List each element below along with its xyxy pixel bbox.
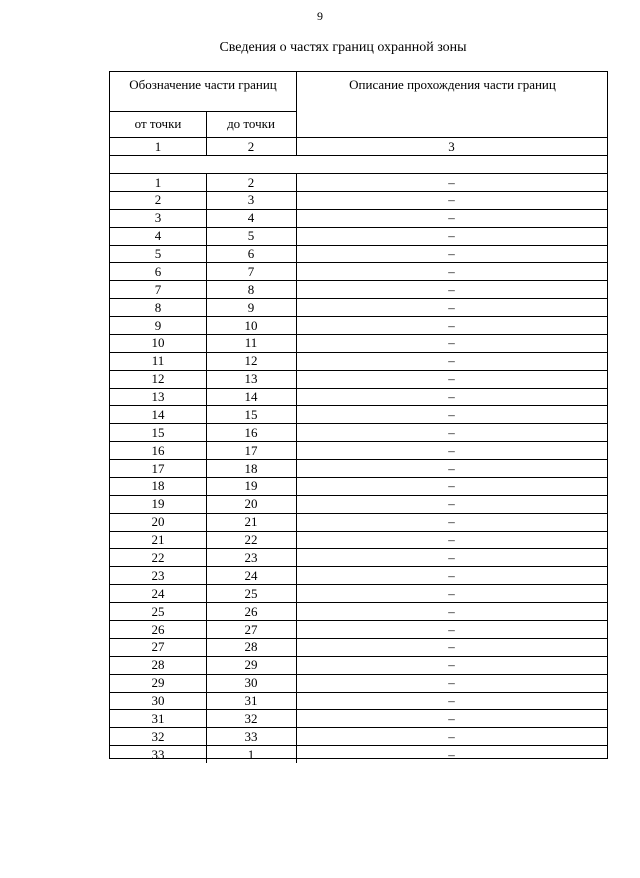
row-description: – — [448, 496, 455, 512]
row-from-point: 23 — [151, 567, 165, 583]
row-from-point: 6 — [154, 263, 162, 279]
row-description: – — [448, 371, 455, 387]
row-description: – — [448, 335, 455, 351]
row-to-point: 11 — [244, 335, 258, 351]
header-col-divider-main — [296, 72, 297, 137]
row-from-point: 11 — [151, 353, 165, 369]
row-to-point: 14 — [244, 389, 258, 405]
row-to-point: 1 — [247, 746, 255, 762]
row-to-point: 16 — [244, 424, 258, 440]
row-from-point: 28 — [151, 657, 165, 673]
row-description: – — [448, 549, 455, 565]
row-description: – — [448, 424, 455, 440]
row-to-point: 7 — [247, 263, 255, 279]
row-from-point: 15 — [151, 424, 165, 440]
row-from-point: 10 — [151, 335, 165, 351]
row-to-point: 24 — [244, 567, 258, 583]
boundary-table — [109, 71, 608, 762]
row-description: – — [448, 532, 455, 548]
row-to-point: 33 — [244, 728, 258, 744]
header-divider — [110, 111, 296, 112]
row-to-point: 22 — [244, 532, 258, 548]
row-to-point: 31 — [244, 693, 258, 709]
row-to-point: 9 — [247, 299, 255, 315]
row-description: – — [448, 389, 455, 405]
column-number-divider-1 — [206, 137, 207, 155]
row-description: – — [448, 263, 455, 279]
row-from-point: 19 — [151, 496, 165, 512]
page-title: Сведения о частях границ охранной зоны — [219, 40, 467, 55]
row-from-point: 9 — [154, 317, 162, 333]
header-description: Описание прохождения части границ — [349, 77, 556, 92]
row-description: – — [448, 299, 455, 315]
row-from-point: 13 — [151, 389, 165, 405]
row-to-point: 15 — [244, 406, 258, 422]
row-description: – — [448, 585, 455, 601]
row-description: – — [448, 281, 455, 297]
header-from-point: от точки — [134, 116, 182, 131]
row-from-point: 2 — [154, 192, 162, 208]
row-to-point: 25 — [244, 585, 258, 601]
column-number-3: 3 — [448, 138, 455, 154]
row-description: – — [448, 710, 455, 726]
row-from-point: 16 — [151, 442, 165, 458]
row-to-point: 23 — [244, 549, 258, 565]
row-to-point: 19 — [244, 478, 258, 494]
row-to-point: 5 — [247, 228, 255, 244]
row-description: – — [448, 228, 455, 244]
row-to-point: 20 — [244, 496, 258, 512]
row-to-point: 26 — [244, 603, 258, 619]
row-description: – — [448, 693, 455, 709]
row-description: – — [448, 639, 455, 655]
row-to-point: 27 — [244, 621, 258, 637]
row-description: – — [448, 478, 455, 494]
row-from-point: 29 — [151, 675, 165, 691]
header-to-point: до точки — [227, 116, 275, 131]
row-to-point: 12 — [244, 353, 258, 369]
row-description: – — [448, 174, 455, 190]
row-from-point: 31 — [151, 710, 165, 726]
row-description: – — [448, 657, 455, 673]
row-description: – — [448, 353, 455, 369]
row-to-point: 17 — [244, 442, 258, 458]
row-to-point: 18 — [244, 460, 258, 476]
row-from-point: 27 — [151, 639, 165, 655]
row-from-point: 30 — [151, 693, 165, 709]
row-to-point: 28 — [244, 639, 258, 655]
row-to-point: 32 — [244, 710, 258, 726]
row-from-point: 7 — [154, 281, 162, 297]
row-from-point: 20 — [151, 514, 165, 530]
row-from-point: 12 — [151, 371, 165, 387]
page-number: 9 — [317, 9, 323, 23]
row-description: – — [448, 406, 455, 422]
row-to-point: 10 — [244, 317, 258, 333]
row-description: – — [448, 728, 455, 744]
blank-row-top — [110, 155, 607, 156]
row-description: – — [448, 675, 455, 691]
row-to-point: 6 — [247, 246, 255, 262]
row-to-point: 8 — [247, 281, 255, 297]
row-description: – — [448, 460, 455, 476]
row-from-point: 18 — [151, 478, 165, 494]
row-description: – — [448, 567, 455, 583]
row-to-point: 2 — [247, 174, 255, 190]
row-to-point: 29 — [244, 657, 258, 673]
row-from-point: 21 — [151, 532, 165, 548]
row-from-point: 1 — [154, 174, 162, 190]
row-description: – — [448, 514, 455, 530]
column-number-2: 2 — [247, 138, 255, 154]
row-from-point: 25 — [151, 603, 165, 619]
row-from-point: 3 — [154, 210, 162, 226]
column-number-1: 1 — [154, 138, 162, 154]
row-description: – — [448, 317, 455, 333]
row-to-point: 3 — [247, 192, 255, 208]
row-from-point: 22 — [151, 549, 165, 565]
row-from-point: 32 — [151, 728, 165, 744]
column-number-divider-2 — [296, 137, 297, 155]
row-description: – — [448, 246, 455, 262]
row-to-point: 4 — [247, 210, 255, 226]
header-col-divider-sub — [206, 111, 207, 137]
row-from-point: 24 — [151, 585, 165, 601]
row-from-point: 17 — [151, 460, 165, 476]
row-description: – — [448, 442, 455, 458]
row-to-point: 21 — [244, 514, 258, 530]
row-from-point: 14 — [151, 406, 165, 422]
row-from-point: 8 — [154, 299, 162, 315]
row-to-point: 13 — [244, 371, 258, 387]
row-description: – — [448, 746, 455, 762]
row-from-point: 4 — [154, 228, 162, 244]
header-designation: Обозначение части границ — [129, 77, 277, 92]
row-description: – — [448, 621, 455, 637]
row-description: – — [448, 603, 455, 619]
row-from-point: 33 — [151, 746, 165, 762]
row-from-point: 26 — [151, 621, 165, 637]
row-from-point: 5 — [154, 246, 162, 262]
row-description: – — [448, 192, 455, 208]
row-description: – — [448, 210, 455, 226]
row-to-point: 30 — [244, 675, 258, 691]
